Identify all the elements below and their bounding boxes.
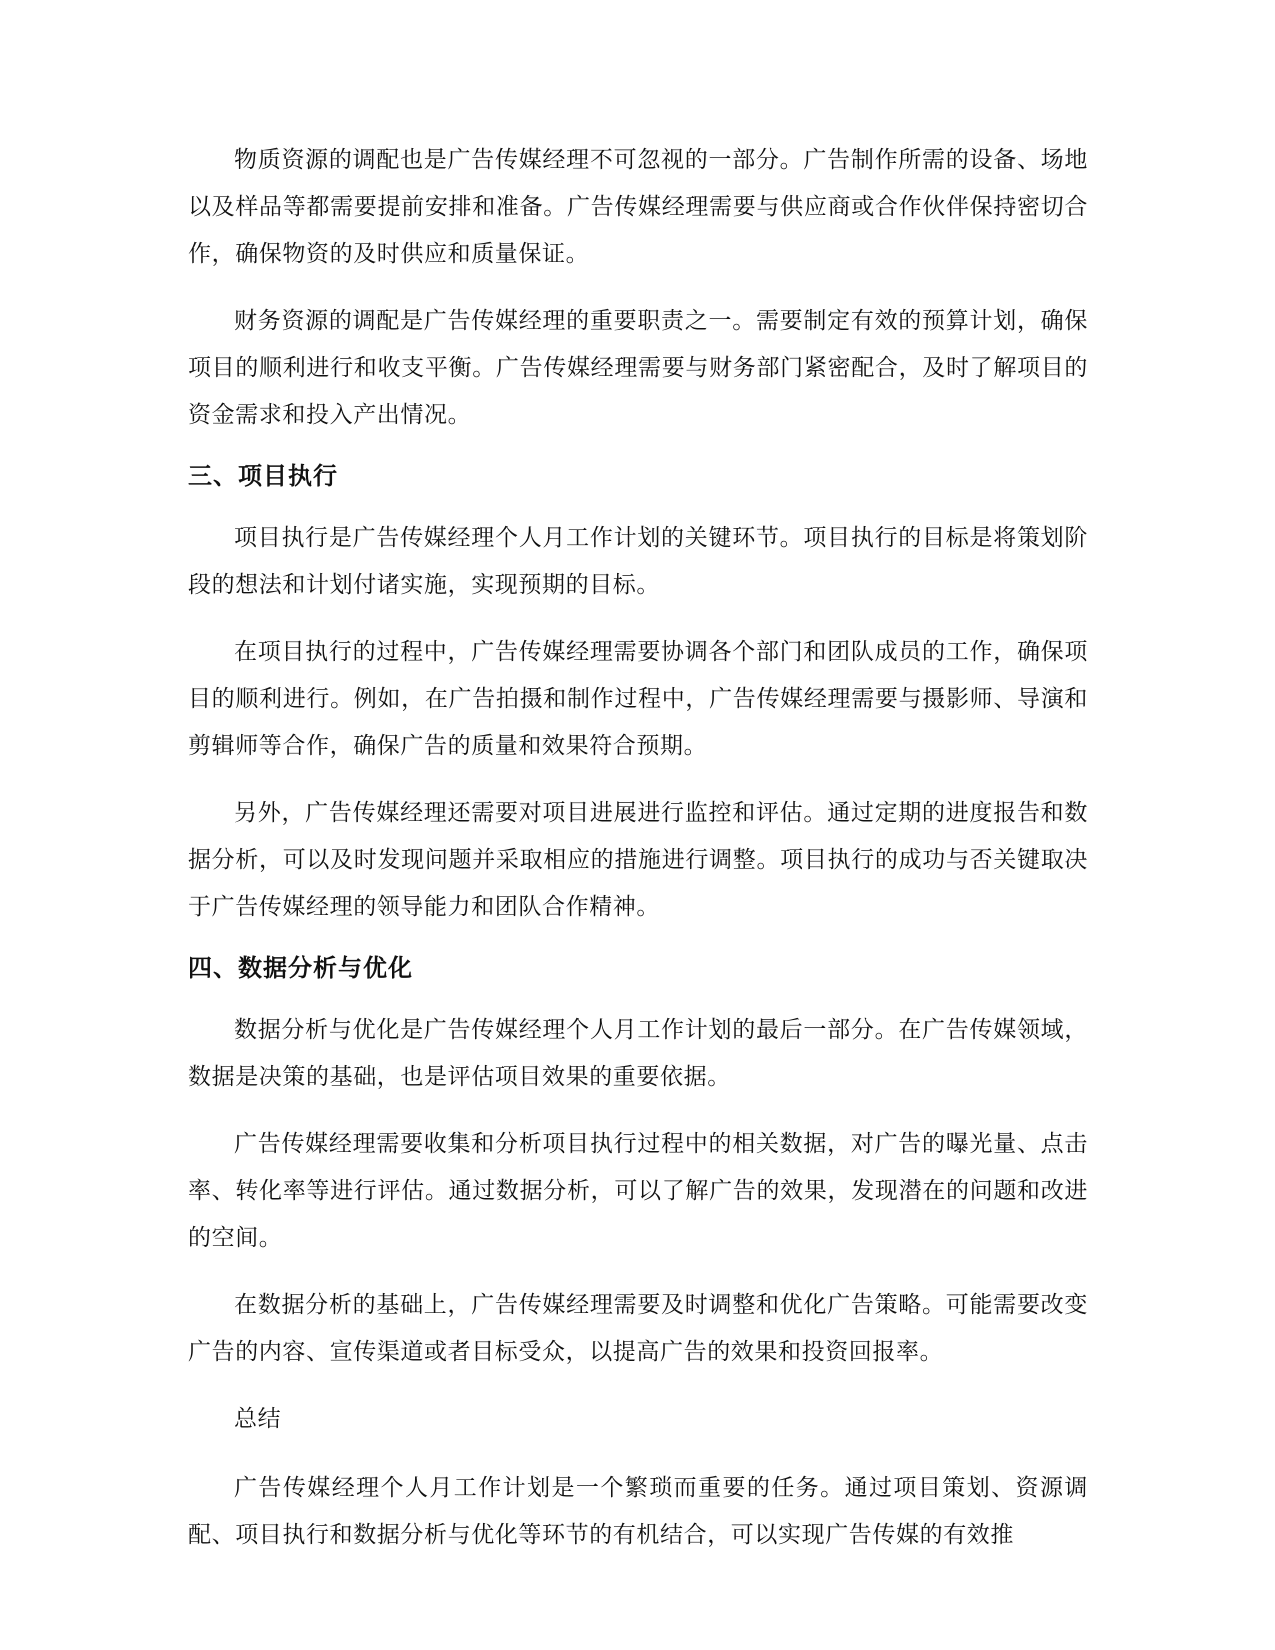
- summary-label: 总结: [234, 1406, 282, 1432]
- paragraph-analysis-intro: 数据分析与优化是广告传媒经理个人月工作计划的最后一部分。在广告传媒领域，数据是决策的基础，也是评估项目效果的重要依据。: [188, 1017, 1088, 1090]
- paragraph-analysis-optimization: 在数据分析的基础上，广告传媒经理需要及时调整和优化广告策略。可能需要改变广告的内容、宣传渠道或者目标受众，以提高广告的效果和投资回报率。: [188, 1292, 1088, 1365]
- paragraph-execution-coordination: 在项目执行的过程中，广告传媒经理需要协调各个部门和团队成员的工作，确保项目的顺利进行。例如，在广告拍摄和制作过程中，广告传媒经理需要与摄影师、导演和剪辑师等合作，确保广告的质量和效果符合预期。: [188, 639, 1088, 759]
- paragraph-material-resources: 物质资源的调配也是广告传媒经理不可忽视的一部分。广告制作所需的设备、场地以及样品等都需要提前安排和准备。广告传媒经理需要与供应商或合作伙伴保持密切合作，确保物资的及时供应和质量保证。: [188, 147, 1088, 267]
- paragraph-analysis-collection: 广告传媒经理需要收集和分析项目执行过程中的相关数据，对广告的曝光量、点击率、转化率等进行评估。通过数据分析，可以了解广告的效果，发现潜在的问题和改进的空间。: [188, 1131, 1088, 1251]
- paragraph-execution-intro: 项目执行是广告传媒经理个人月工作计划的关键环节。项目执行的目标是将策划阶段的想法和计划付诸实施，实现预期的目标。: [188, 525, 1088, 598]
- paragraph-execution-monitoring: 另外，广告传媒经理还需要对项目进展进行监控和评估。通过定期的进度报告和数据分析，可以及时发现问题并采取相应的措施进行调整。项目执行的成功与否关键取决于广告传媒经理的领导能力和团队合作精神。: [188, 800, 1088, 920]
- section-heading-data-analysis: 四、数据分析与优化: [188, 954, 413, 982]
- paragraph-financial-resources: 财务资源的调配是广告传媒经理的重要职责之一。需要制定有效的预算计划，确保项目的顺利进行和收支平衡。广告传媒经理需要与财务部门紧密配合，及时了解项目的资金需求和投入产出情况。: [188, 308, 1088, 428]
- document-body: [188, 137, 1088, 1579]
- paragraph-summary: 广告传媒经理个人月工作计划是一个繁琐而重要的任务。通过项目策划、资源调配、项目执行和数据分析与优化等环节的有机结合，可以实现广告传媒的有效推: [188, 1475, 1088, 1548]
- section-heading-project-execution: 三、项目执行: [188, 462, 338, 490]
